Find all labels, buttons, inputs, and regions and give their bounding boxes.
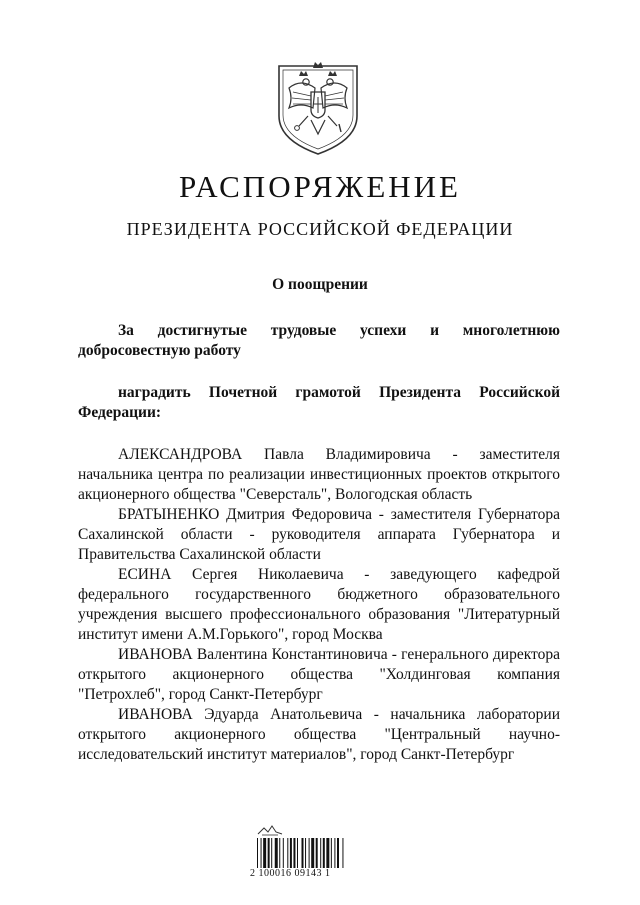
list-item: ИВАНОВА Валентина Константиновича - генерального директора открытого акционерного общества "Холдинговая компания "Петрохлеб", город Санкт-Петербург xyxy=(78,646,560,703)
barcode-number: 2 100016 09143 1 xyxy=(250,868,331,879)
list-item: АЛЕКСАНДРОВА Павла Владимировича - заместителя начальника центра по реализации инвестиционных проектов открытого акционерного общества "Северсталь", Вологодская область xyxy=(78,446,560,503)
list-item: БРАТЫНЕНКО Дмитрия Федоровича - заместителя Губернатора Сахалинской области - руководителя аппарата Губернатора и Правительства Сахалинской области xyxy=(78,506,560,563)
list-item: ИВАНОВА Эдуарда Анатольевича - начальника лаборатории открытого акционерного общества "Центральный научно-исследовательский институт материалов", город Санкт-Петербург xyxy=(78,706,560,763)
list-item: ЕСИНА Сергея Николаевича - заведующего кафедрой федерального государственного бюджетного образовательного учреждения высшего профессионального образования "Литературный институт имени А.М.Горького", город Москва xyxy=(78,566,560,643)
barcode-icon xyxy=(256,838,378,872)
document-subtitle: ПРЕЗИДЕНТА РОССИЙСКОЙ ФЕДЕРАЦИИ xyxy=(126,219,514,239)
footer-emblem-icon xyxy=(256,824,284,836)
document-subject: О поощрении xyxy=(272,276,368,293)
decree-paragraph: наградить Почетной грамотой Президента Российской Федерации: xyxy=(78,384,560,421)
preamble-paragraph: За достигнутые трудовые успехи и многолетнюю добросовестную работу xyxy=(78,322,560,359)
document-title: РАСПОРЯЖЕНИЕ xyxy=(179,169,461,204)
awardee-list xyxy=(78,445,560,765)
coat-of-arms-icon xyxy=(275,58,361,156)
